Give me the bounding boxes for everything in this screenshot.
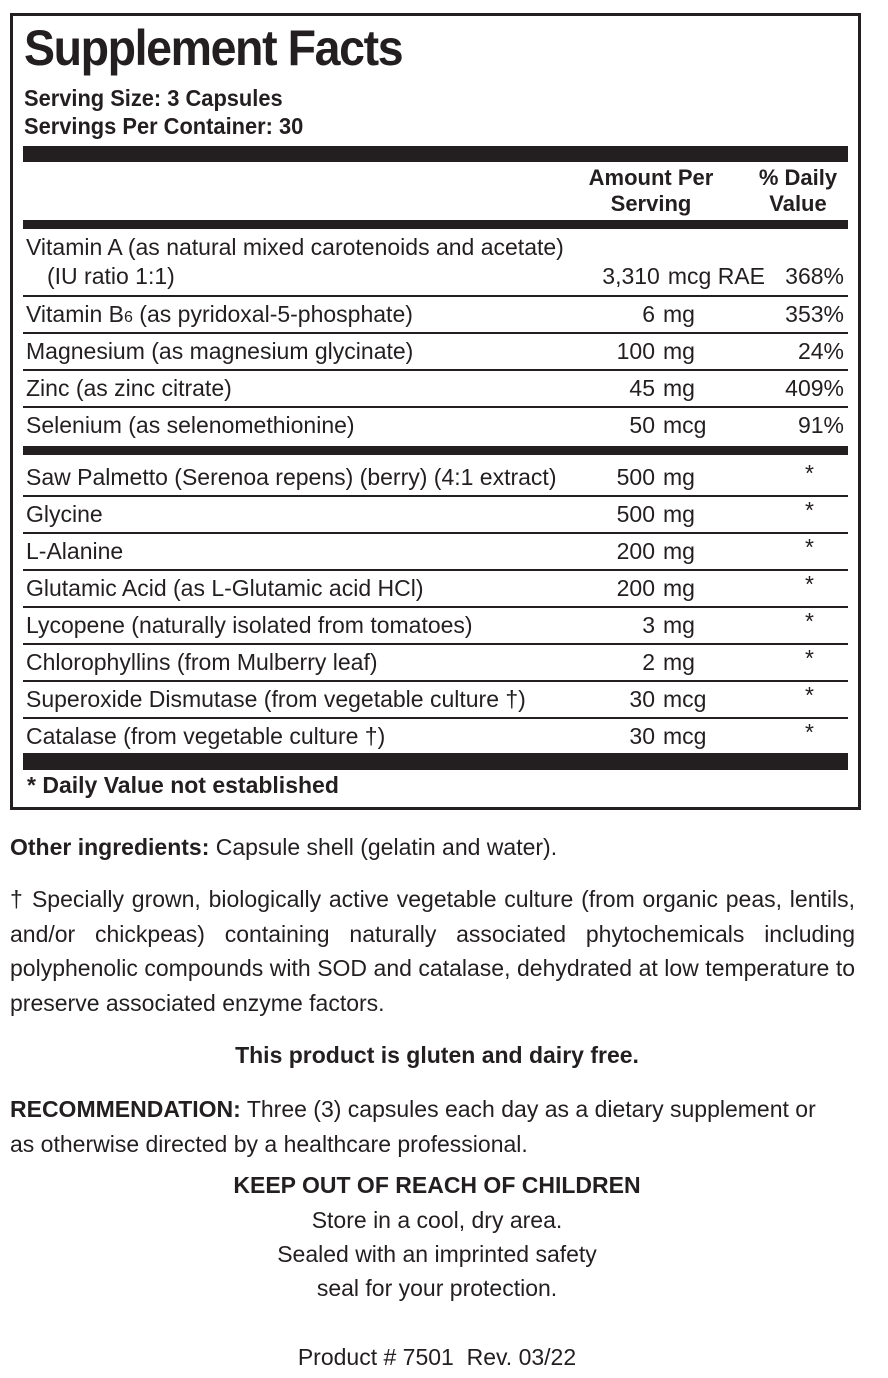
amount-value: 200 [616,538,655,564]
ingredient-row [23,607,848,643]
nutrient-row [23,370,848,406]
amount-value: 6 [642,301,655,327]
other-ingredients-label: Other ingredients: [10,834,210,860]
ingredient-amount [629,718,711,754]
amount-value: 100 [616,338,655,364]
nutrient-name-subscript: 6 [124,309,133,326]
amount-unit: mg [663,301,695,327]
amount-value: 30 [629,686,655,712]
ingredient-name: Glycine [26,501,103,527]
nutrient-name-continued: (IU ratio 1:1) [47,263,175,289]
header-line: Value [769,191,827,216]
daily-value-star: * [805,682,814,708]
nutrient-name: Vitamin B6 (as pyridoxal-5-phosphate) [26,301,413,327]
nutrient-amount [642,296,711,332]
nutrient-name: Zinc (as zinc citrate) [26,375,232,401]
header-line: Amount Per [588,165,714,190]
nutrient-daily-value: 368% [785,263,844,289]
nutrient-row-vitamin-a-line2 [23,258,848,294]
amount-unit: mg [663,649,695,675]
ingredient-name: Lycopene (naturally isolated from tomatoes) [26,612,473,638]
daily-value-star: * [805,719,814,745]
nutrient-row [23,296,848,332]
amount-value: 500 [616,501,655,527]
recommendation [10,1092,840,1161]
amount-value: 45 [629,375,655,401]
ingredient-amount [617,496,711,532]
ingredient-amount [642,644,711,680]
nutrient-amount [629,407,711,443]
ingredient-name: Glutamic Acid (as L-Glutamic acid HCl) [26,575,424,601]
ingredient-name: Saw Palmetto (Serenoa repens) (berry) (4:1 extract) [26,464,557,490]
amount-unit: mg [663,538,695,564]
divider-thick [23,146,848,162]
daily-value-star: * [805,460,814,486]
seal-notice-line-1: Sealed with an imprinted safety [277,1241,597,1267]
ingredient-row [23,496,848,532]
amount-unit: mcg [663,723,707,749]
nutrient-amount [602,258,765,294]
divider-medium [23,446,848,455]
nutrient-row [23,407,848,443]
serving-size: Serving Size: 3 Capsules [24,85,283,111]
ingredient-row [23,644,848,680]
amount-value: 3,310 [602,263,660,289]
amount-unit: mg [663,501,695,527]
nutrient-daily-value: 409% [785,375,844,401]
amount-unit: mg [663,575,695,601]
panel-title: Supplement Facts [24,20,403,76]
amount-per-serving-header [581,165,721,217]
other-ingredients [10,830,855,865]
daily-value-star: * [805,645,814,671]
product-number: Product # 7501 Rev. 03/22 [297,1344,577,1370]
daily-value-footnote: * Daily Value not established [27,772,339,798]
daily-value-star: * [805,571,814,597]
ingredient-row [23,681,848,717]
daily-value-star: * [805,497,814,523]
ingredient-amount [642,607,711,643]
ingredient-amount [617,533,711,569]
ingredient-row [23,718,848,754]
header-line: Serving [610,191,692,216]
servings-per-container: Servings Per Container: 30 [24,113,304,139]
amount-unit: mg [663,612,695,638]
amount-unit: mg [663,338,695,364]
header-line: % Daily [758,165,838,190]
storage-instruction: Store in a cool, dry area. [311,1207,563,1233]
amount-unit: mcg [663,412,707,438]
ingredient-amount [617,570,711,606]
nutrient-daily-value: 353% [785,301,844,327]
divider-medium [23,220,848,229]
ingredient-amount [617,459,711,495]
supplement-facts-panel [10,13,861,810]
ingredient-row [23,533,848,569]
nutrient-amount [629,370,711,406]
child-safety-warning: KEEP OUT OF REACH OF CHILDREN [233,1172,641,1198]
ingredient-name: Catalase (from vegetable culture †) [26,723,386,749]
ingredient-name: Superoxide Dismutase (from vegetable culture †) [26,686,526,712]
nutrient-daily-value: 91% [797,412,844,438]
daily-value-star: * [805,608,814,634]
amount-value: 3 [642,612,655,638]
amount-value: 200 [616,575,655,601]
amount-unit: mg [663,464,695,490]
daily-value-header [748,165,848,217]
nutrient-amount [617,333,711,369]
nutrient-name: Magnesium (as magnesium glycinate) [26,338,414,364]
amount-value: 50 [629,412,655,438]
gluten-dairy-free-statement: This product is gluten and dairy free. [235,1042,639,1068]
amount-unit: mcg RAE [667,263,765,289]
nutrient-name: Selenium (as selenomethionine) [26,412,355,438]
culture-footnote: † Specially grown, biologically active vegetable culture (from organic peas, lentils, and/or chickpeas) containing naturally associated phytochemicals including polyphenolic compounds with SOD and catalase, dehydrated at low temperature to preserve associated enzyme factors. [10,886,855,1016]
seal-notice-line-2: seal for your protection. [316,1275,558,1301]
other-ingredients-text: Capsule shell (gelatin and water). [215,834,558,860]
daily-value-star: * [805,534,814,560]
amount-unit: mg [663,375,695,401]
ingredient-name: L-Alanine [26,538,124,564]
nutrient-daily-value: 24% [797,338,844,364]
ingredient-name: Chlorophyllins (from Mulberry leaf) [26,649,378,675]
ingredient-row [23,459,848,495]
amount-value: 2 [642,649,655,675]
amount-value: 30 [629,723,655,749]
ingredient-row [23,570,848,606]
divider-thick [23,753,848,770]
amount-unit: mcg [663,686,707,712]
amount-value: 500 [616,464,655,490]
nutrient-row [23,333,848,369]
ingredient-amount [629,681,711,717]
nutrient-name: Vitamin A (as natural mixed carotenoids and acetate) [26,234,564,260]
recommendation-label: RECOMMENDATION: [10,1096,241,1122]
recommendation-text: Three (3) capsules each day as a dietary supplement or as otherwise directed by a healthcare professional. [10,1096,816,1157]
